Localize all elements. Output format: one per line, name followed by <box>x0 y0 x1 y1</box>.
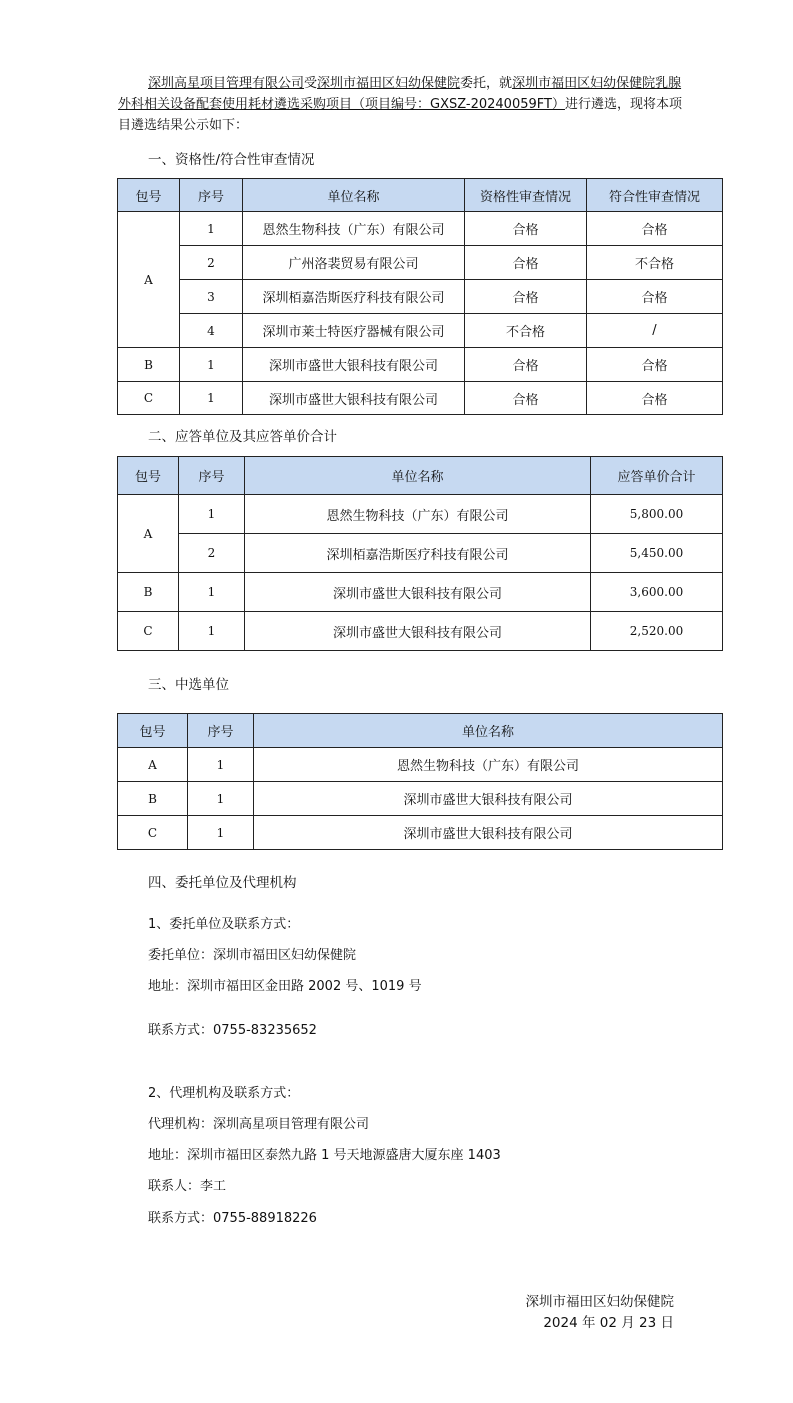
agent-company: 深圳高星项目管理有限公司 <box>148 76 305 91</box>
table-row <box>118 382 723 415</box>
header-company: 单位名称 <box>254 714 723 748</box>
company-cell: 深圳市盛世大银科技有限公司 <box>254 782 723 816</box>
header-conformity: 符合性审查情况 <box>587 179 723 212</box>
header-company: 单位名称 <box>243 179 465 212</box>
conformity-cell: 合格 <box>587 280 723 314</box>
number-cell: 1 <box>179 612 245 651</box>
header-company: 单位名称 <box>245 457 591 495</box>
company-cell: 深圳栢嘉浩斯医疗科技有限公司 <box>243 280 465 314</box>
table-row <box>118 348 723 382</box>
section-2-title: 二、应答单位及其应答单价合计 <box>148 429 337 445</box>
table-row <box>118 748 723 782</box>
qualification-cell: 不合格 <box>465 314 587 348</box>
company-cell: 深圳栢嘉浩斯医疗科技有限公司 <box>245 534 591 573</box>
package-cell: C <box>118 612 179 651</box>
header-package: 包号 <box>118 179 180 212</box>
table-row <box>118 782 723 816</box>
intro-text-2: 委托，就 <box>460 76 513 91</box>
number-cell: 1 <box>179 573 245 612</box>
number-cell: 2 <box>179 534 245 573</box>
intro-text-3: 进行遴选，现将本项目遴选结果公示如下： <box>118 97 682 133</box>
table-row <box>118 212 723 246</box>
company-cell: 深圳市盛世大银科技有限公司 <box>245 612 591 651</box>
package-cell: C <box>118 382 180 415</box>
qualification-cell: 合格 <box>465 212 587 246</box>
package-cell: A <box>118 495 179 573</box>
number-cell: 3 <box>180 280 243 314</box>
number-cell: 1 <box>188 748 254 782</box>
intro-paragraph <box>118 73 683 136</box>
package-cell: B <box>118 348 180 382</box>
company-cell: 恩然生物科技（广东）有限公司 <box>245 495 591 534</box>
conformity-cell: 不合格 <box>587 246 723 280</box>
header-package: 包号 <box>118 457 179 495</box>
table-row <box>118 612 723 651</box>
table-row <box>118 816 723 850</box>
header-number: 序号 <box>179 457 245 495</box>
conformity-cell: / <box>587 314 723 348</box>
qualification-table <box>117 178 723 415</box>
qualification-cell: 合格 <box>465 280 587 314</box>
package-cell: B <box>118 782 188 816</box>
number-cell: 1 <box>180 212 243 246</box>
conformity-cell: 合格 <box>587 348 723 382</box>
table-row <box>118 573 723 612</box>
number-cell: 1 <box>188 782 254 816</box>
package-cell: B <box>118 573 179 612</box>
table-row <box>118 314 723 348</box>
price-cell: 5,450.00 <box>591 534 723 573</box>
project-name: 深圳市福田区妇幼保健院乳腺外科相关设备配套使用耗材遴选采购项目（项目编号：GXSZ-20240059FT） <box>118 76 682 112</box>
bid-price-table <box>117 456 723 651</box>
company-cell: 深圳市莱士特医疗器械有限公司 <box>243 314 465 348</box>
table-row <box>118 280 723 314</box>
section-4-title: 四、委托单位及代理机构 <box>148 875 297 891</box>
client-phone: 联系方式：0755-83235652 <box>148 1023 317 1038</box>
company-cell: 深圳市盛世大银科技有限公司 <box>254 816 723 850</box>
header-number: 序号 <box>188 714 254 748</box>
conformity-cell: 合格 <box>587 212 723 246</box>
selected-table <box>117 713 723 850</box>
package-cell: C <box>118 816 188 850</box>
table-header-row <box>118 179 723 212</box>
number-cell: 2 <box>180 246 243 280</box>
table-row <box>118 246 723 280</box>
agent-address: 地址：深圳市福田区泰然九路 1 号天地源盛唐大厦东座 1403 <box>148 1148 501 1163</box>
client-company: 深圳市福田区妇幼保健院 <box>317 76 461 91</box>
signature-org: 深圳市福田区妇幼保健院 <box>525 1294 674 1310</box>
agent-name: 代理机构：深圳高星项目管理有限公司 <box>148 1117 370 1132</box>
header-number: 序号 <box>180 179 243 212</box>
company-cell: 恩然生物科技（广东）有限公司 <box>243 212 465 246</box>
number-cell: 1 <box>179 495 245 534</box>
company-cell: 恩然生物科技（广东）有限公司 <box>254 748 723 782</box>
qualification-cell: 合格 <box>465 246 587 280</box>
price-cell: 5,800.00 <box>591 495 723 534</box>
section-1-title: 一、资格性/符合性审查情况 <box>148 152 315 168</box>
table-header-row <box>118 714 723 748</box>
qualification-cell: 合格 <box>465 382 587 415</box>
conformity-cell: 合格 <box>587 382 723 415</box>
table-header-row <box>118 457 723 495</box>
company-cell: 深圳市盛世大银科技有限公司 <box>243 348 465 382</box>
agent-phone: 联系方式：0755-88918226 <box>148 1211 317 1226</box>
table-row <box>118 495 723 534</box>
client-heading: 1、委托单位及联系方式： <box>148 917 300 932</box>
client-address: 地址：深圳市福田区金田路 2002 号、1019 号 <box>148 979 422 994</box>
agent-heading: 2、代理机构及联系方式： <box>148 1086 300 1101</box>
company-cell: 深圳市盛世大银科技有限公司 <box>245 573 591 612</box>
table-row <box>118 534 723 573</box>
section-3-title: 三、中选单位 <box>148 677 229 693</box>
qualification-cell: 合格 <box>465 348 587 382</box>
price-cell: 3,600.00 <box>591 573 723 612</box>
number-cell: 1 <box>180 382 243 415</box>
company-cell: 广州洛裴贸易有限公司 <box>243 246 465 280</box>
company-cell: 深圳市盛世大银科技有限公司 <box>243 382 465 415</box>
price-cell: 2,520.00 <box>591 612 723 651</box>
client-name: 委托单位：深圳市福田区妇幼保健院 <box>148 948 357 963</box>
header-package: 包号 <box>118 714 188 748</box>
number-cell: 1 <box>188 816 254 850</box>
package-cell: A <box>118 212 180 348</box>
header-price: 应答单价合计 <box>591 457 723 495</box>
package-cell: A <box>118 748 188 782</box>
number-cell: 1 <box>180 348 243 382</box>
signature-date: 2024 年 02 月 23 日 <box>543 1315 674 1331</box>
number-cell: 4 <box>180 314 243 348</box>
agent-contact: 联系人：李工 <box>148 1179 227 1194</box>
intro-text-1: 受 <box>304 76 318 91</box>
header-qualification: 资格性审查情况 <box>465 179 587 212</box>
